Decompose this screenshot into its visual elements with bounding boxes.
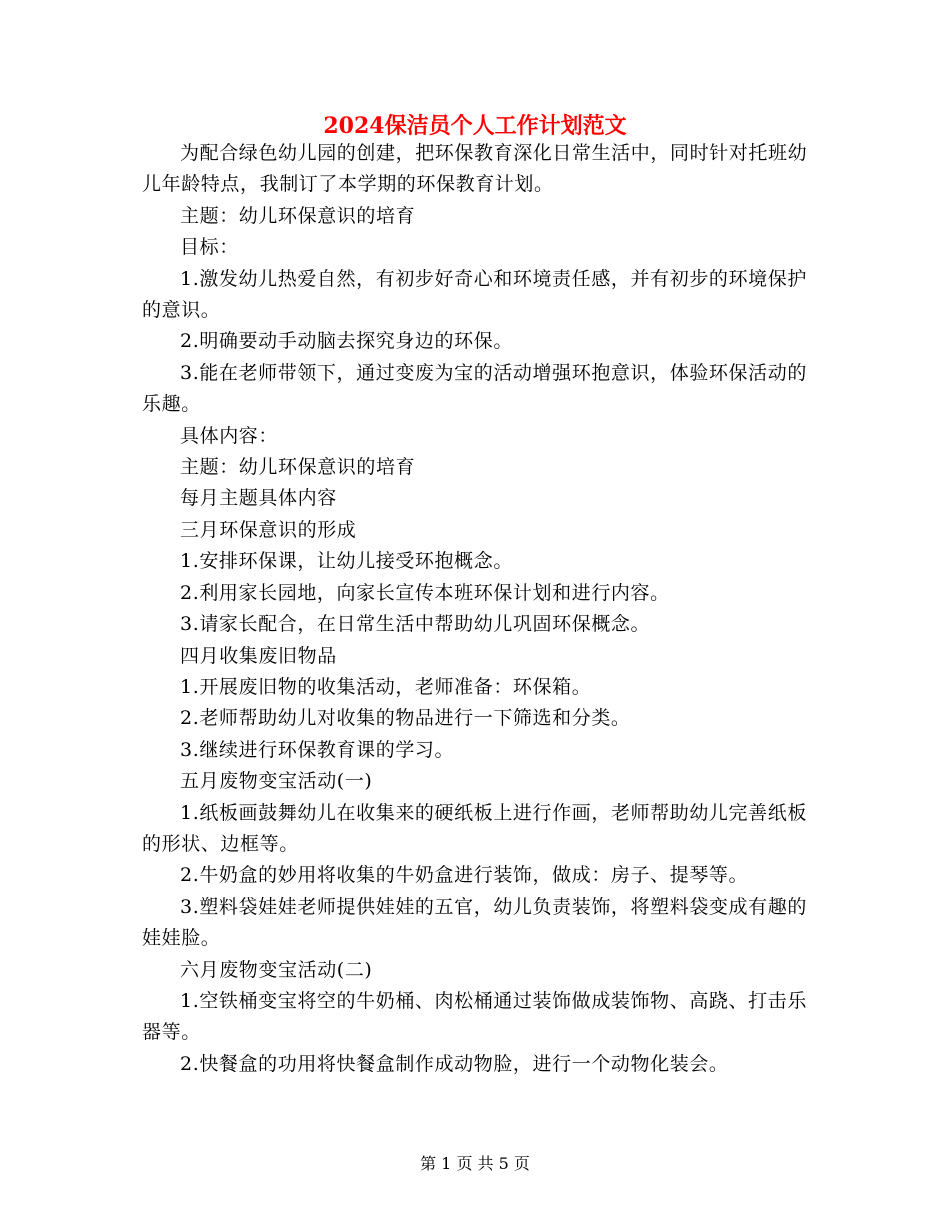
page-footer: 第 1 页 共 5 页 xyxy=(420,1154,530,1173)
paragraph: 2.明确要动手动脑去探究身边的环保。 xyxy=(180,330,513,353)
paragraph: 3.塑料袋娃娃老师提供娃娃的五官，幼儿负责装饰，将塑料袋变成有趣的娃娃脸。 xyxy=(142,895,807,950)
paragraph: 1.激发幼儿热爱自然，有初步好奇心和环境责任感，并有初步的环境保护的意识。 xyxy=(142,267,807,322)
paragraph: 每月主题具体内容 xyxy=(180,487,337,510)
paragraph: 三月环保意识的形成 xyxy=(180,518,357,541)
document-title: 2024保洁员个人工作计划范文 xyxy=(323,113,627,139)
paragraph: 3.继续进行环保教育课的学习。 xyxy=(180,738,455,761)
paragraph: 具体内容： xyxy=(180,424,279,447)
paragraph: 目标： xyxy=(180,236,239,259)
paragraph: 1.纸板画鼓舞幼儿在收集来的硬纸板上进行作画，老师帮助幼儿完善纸板的形状、边框等。 xyxy=(142,801,807,855)
paragraph: 2.牛奶盒的妙用将收集的牛奶盒进行装饰，做成：房子、提琴等。 xyxy=(180,864,749,887)
paragraph: 主题：幼儿环保意识的培育 xyxy=(180,204,416,227)
paragraph: 为配合绿色幼儿园的创建，把环保教育深化日常生活中，同时针对托班幼儿年龄特点，我制订了本学期的环保教育计划。 xyxy=(142,142,808,196)
paragraph: 2.老师帮助幼儿对收集的物品进行一下筛选和分类。 xyxy=(180,707,631,730)
paragraph: 主题：幼儿环保意识的培育 xyxy=(180,456,416,479)
paragraph: 2.利用家长园地，向家长宣传本班环保计划和进行内容。 xyxy=(180,581,670,604)
paragraph: 五月废物变宝活动(一) xyxy=(180,770,373,793)
paragraph: 2.快餐盒的功用将快餐盒制作成动物脸，进行一个动物化装会。 xyxy=(180,1052,729,1075)
paragraph: 1.空铁桶变宝将空的牛奶桶、肉松桶通过装饰做成装饰物、高跷、打击乐器等。 xyxy=(142,989,807,1044)
paragraph: 1.开展废旧物的收集活动，老师准备：环保箱。 xyxy=(180,675,592,698)
paragraph: 六月废物变宝活动(二) xyxy=(180,958,373,981)
paragraph: 四月收集废旧物品 xyxy=(180,644,337,667)
paragraph: 3.能在老师带领下，通过变废为宝的活动增强环抱意识，体验环保活动的乐趣。 xyxy=(142,361,807,416)
paragraph: 1.安排环保课，让幼儿接受环抱概念。 xyxy=(180,550,513,573)
document-body xyxy=(142,138,810,1080)
paragraph: 3.请家长配合，在日常生活中帮助幼儿巩固环保概念。 xyxy=(180,613,651,636)
